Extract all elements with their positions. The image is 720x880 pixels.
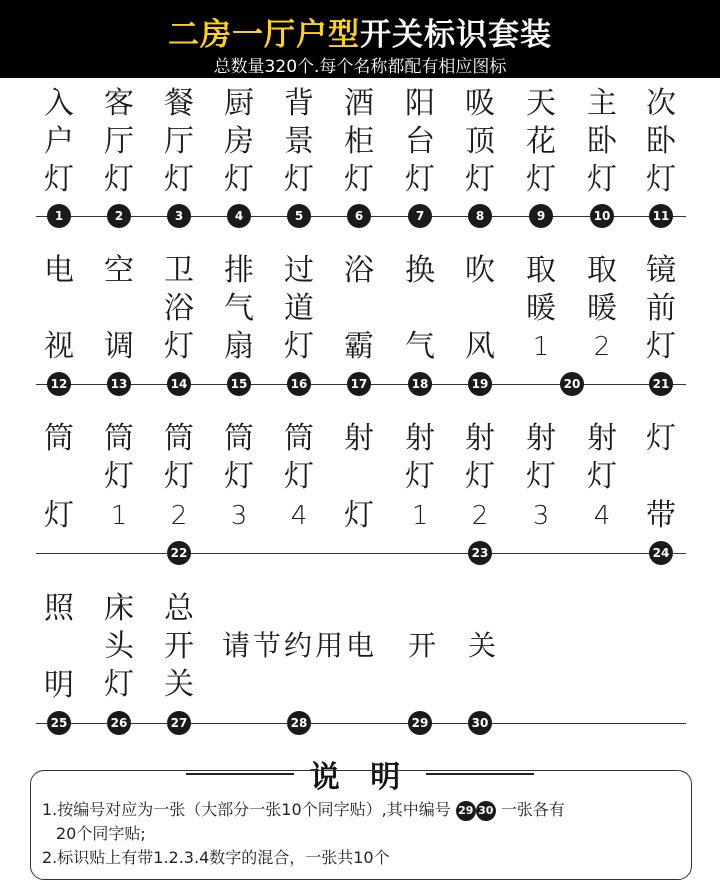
sticker-label: 3 <box>230 501 248 531</box>
sticker-number-badge: 30 <box>468 711 492 735</box>
sticker-label: 1 <box>110 501 128 531</box>
sticker-number-badge: 19 <box>468 372 492 396</box>
sticker-label: 阳 台 灯 <box>405 86 435 197</box>
sticker-number-badge: 2 <box>107 204 131 228</box>
page-subtitle: 总数量320个.每个名称都配有相应图标 <box>213 57 507 77</box>
sticker-label: 调 <box>104 329 134 364</box>
sticker-label: 灯 <box>646 421 676 456</box>
sticker-label: 排 气 扇 <box>224 253 254 364</box>
sticker-number-badge: 14 <box>167 372 191 396</box>
sticker-label: 筒 灯 <box>284 421 314 494</box>
sticker-number-badge: 23 <box>468 541 492 565</box>
sticker-number-badge: 21 <box>649 372 673 396</box>
sticker-label: 2 <box>170 501 188 531</box>
sticker-number-badge: 3 <box>167 204 191 228</box>
sticker-label: 3 <box>532 501 550 531</box>
sticker-label: 射 灯 <box>405 421 435 494</box>
sticker-label: 灯 <box>344 498 374 533</box>
sticker-label: 筒 灯 <box>104 421 134 494</box>
sticker-number-badge: 22 <box>167 541 191 565</box>
sticker-label: 射 <box>344 421 374 456</box>
sticker-label: 主 卧 灯 <box>587 86 617 197</box>
sticker-number-badge: 7 <box>408 204 432 228</box>
sticker-number-badge: 9 <box>529 204 553 228</box>
page-title <box>0 9 720 54</box>
sticker-label: 照 <box>44 591 74 626</box>
sticker-label: 2 <box>471 501 489 531</box>
sticker-number-badge: 1 <box>47 204 71 228</box>
sticker-number-badge: 4 <box>227 204 251 228</box>
sticker-label: 筒 灯 <box>224 421 254 494</box>
sticker-number-badge: 28 <box>287 711 311 735</box>
header-banner <box>0 0 720 78</box>
sticker-number-badge: 10 <box>590 204 614 228</box>
sticker-number-badge: 15 <box>227 372 251 396</box>
sticker-number-badge: 29 <box>408 711 432 735</box>
sticker-label: 筒 灯 <box>164 421 194 494</box>
sticker-label: 吹 <box>465 253 495 288</box>
sticker-number-badge: 20 <box>560 372 584 396</box>
sticker-label: 视 <box>44 329 74 364</box>
note-number-badge: 29 <box>456 801 476 821</box>
note-line-2: 20个同字贴; <box>56 824 146 843</box>
sticker-label: 霸 <box>344 329 374 364</box>
sticker-label: 酒 柜 灯 <box>344 86 374 197</box>
sticker-label: 餐 厅 灯 <box>164 86 194 197</box>
sticker-number-badge: 6 <box>347 204 371 228</box>
sticker-label: 卫 浴 灯 <box>164 253 194 364</box>
title-rest: 开关标识套装 <box>360 17 552 53</box>
sticker-number-badge: 18 <box>408 372 432 396</box>
sticker-label: 床 头 灯 <box>104 591 134 702</box>
sticker-label: 4 <box>593 501 611 531</box>
sticker-number-badge: 8 <box>468 204 492 228</box>
sticker-label: 2 <box>593 332 611 362</box>
sticker-number-badge: 13 <box>107 372 131 396</box>
note-line-1: 1.按编号对应为一张（大部分一张10个同字贴）,其中编号 29 30 一张各有 <box>42 800 565 819</box>
sticker-label: 取 暖 <box>587 253 617 326</box>
sticker-label: 风 <box>465 329 495 364</box>
sticker-label: 浴 <box>344 253 374 288</box>
sticker-label: 吸 顶 灯 <box>465 86 495 197</box>
sticker-label: 气 <box>405 329 435 364</box>
sticker-label: 4 <box>290 501 308 531</box>
sticker-number-badge: 5 <box>287 204 311 228</box>
sticker-label: 射 灯 <box>587 421 617 494</box>
row-divider-line <box>36 723 686 724</box>
sticker-label: 射 灯 <box>465 421 495 494</box>
sticker-label: 射 灯 <box>526 421 556 494</box>
sticker-number-badge: 16 <box>287 372 311 396</box>
sticker-number-badge: 12 <box>47 372 71 396</box>
sticker-label: 总 开 关 <box>164 591 194 702</box>
sticker-number-badge: 11 <box>649 204 673 228</box>
slogan-on-label: 开 <box>408 629 437 662</box>
sticker-label: 换 <box>405 253 435 288</box>
note-number-badge: 30 <box>476 801 496 821</box>
sticker-label: 背 景 灯 <box>284 86 314 197</box>
sticker-number-badge: 17 <box>347 372 371 396</box>
sticker-label: 过 道 灯 <box>284 253 314 364</box>
sticker-label: 明 <box>44 668 74 703</box>
sticker-number-badge: 24 <box>649 541 673 565</box>
row-divider-line <box>36 553 686 554</box>
note-line-3: 2.标识贴上有带1.2.3.4数字的混合，一张共10个 <box>42 848 390 867</box>
sticker-label: 1 <box>411 501 429 531</box>
sticker-number-badge: 25 <box>47 711 71 735</box>
sticker-label: 取 暖 <box>526 253 556 326</box>
sticker-label: 客 厅 灯 <box>104 86 134 197</box>
sticker-label: 天 花 灯 <box>526 86 556 197</box>
sticker-label: 厨 房 灯 <box>224 86 254 197</box>
sticker-label: 镜 前 灯 <box>646 253 676 364</box>
sticker-label: 灯 <box>44 498 74 533</box>
sticker-label: 筒 <box>44 421 74 456</box>
sticker-number-badge: 26 <box>107 711 131 735</box>
title-highlight: 二房一厅户型 <box>168 17 360 53</box>
notes-text <box>42 798 688 870</box>
sticker-label: 空 <box>104 253 134 288</box>
sticker-label: 电 <box>44 253 74 288</box>
sticker-number-badge: 27 <box>167 711 191 735</box>
sticker-label: 带 <box>646 498 676 533</box>
slogan-text: 请节约用电 <box>222 629 378 662</box>
slogan-off-label: 关 <box>468 629 497 662</box>
sticker-label: 次 卧 灯 <box>646 86 676 197</box>
notes-title-text: 说 明 <box>309 760 411 795</box>
sticker-label: 入 户 灯 <box>44 86 74 197</box>
sticker-label: 1 <box>532 332 550 362</box>
